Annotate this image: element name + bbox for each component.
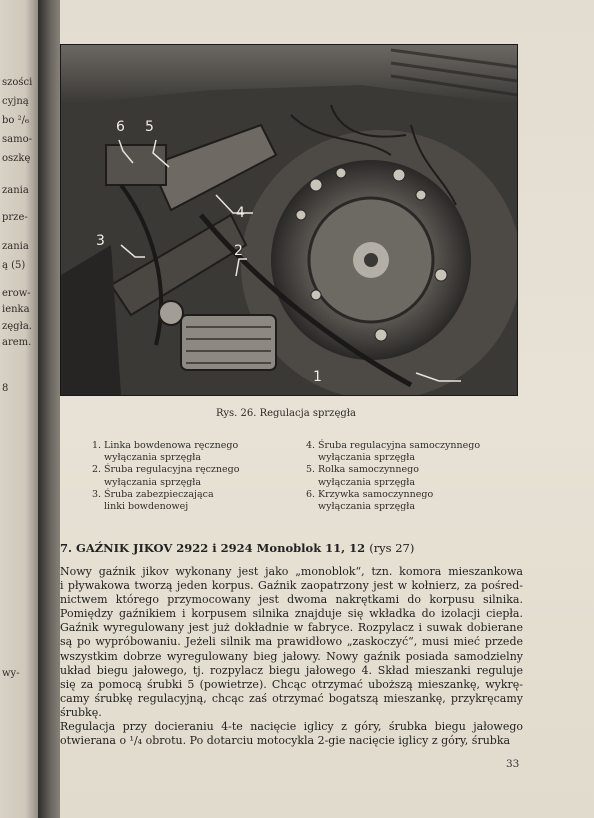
legend-item-text: wyłączania sprzęgła <box>318 452 416 464</box>
margin-fragment: szości <box>2 77 33 88</box>
callout-5: 5 <box>145 119 154 135</box>
legend-item-number: 4. <box>306 440 316 451</box>
body-text-line: śrubkę. <box>60 705 102 719</box>
body-text-line: camy śrubkę regulacyjną, chcąc zaś otrzymać bogatszą mieszankę, przykręcamy <box>60 691 523 705</box>
legend-item-text: Krzywka samoczynnego <box>318 488 434 500</box>
legend-item <box>306 452 480 464</box>
callout-6: 6 <box>116 119 125 135</box>
margin-fragment: 8 <box>2 383 9 394</box>
page-number: 33 <box>506 758 520 770</box>
legend-item-number <box>306 452 318 464</box>
legend-item-text: Rolka samoczynnego <box>318 464 419 476</box>
engine-photo-illustration <box>61 45 517 395</box>
legend-item-number <box>92 477 104 489</box>
figure-legend-right <box>306 440 480 513</box>
body-text-line: się za pomocą śrubki 5 (powietrze). Chcąc otrzymać uboższą mieszankę, wykrę- <box>60 677 523 691</box>
margin-fragment: samo- <box>2 134 32 145</box>
body-text-line: są po wypróbowaniu. Jeżeli silnik ma prawidłowo „zaskoczyć“, musi mieć przede <box>60 635 523 649</box>
legend-item-number: 3. <box>92 488 102 500</box>
callout-3: 3 <box>96 233 105 249</box>
body-text-line: Regulacja przy docieraniu 4-te nacięcie iglicy z góry, śrubka biegu jałowego <box>60 720 523 734</box>
legend-item-number: 1. <box>92 440 102 451</box>
body-text-line: Gaźnik wyregulowany jest już dokładnie w fabryce. Rozpylacz i suwak dobierane <box>60 621 523 635</box>
section-body-text <box>60 565 523 748</box>
legend-item-number <box>306 477 318 489</box>
body-text-line: wszystkim dobrze wyregulowany bieg jałowy. Nowy gaźnik posiada samodzielny <box>60 649 523 663</box>
figure-caption: Rys. 26. Regulacja sprzęgła <box>216 408 356 419</box>
legend-item <box>92 501 239 513</box>
margin-fragment: arem. <box>2 337 32 348</box>
margin-fragment: ą (5) <box>2 260 26 271</box>
section-heading-text: 7. GAŹNIK JIKOV 2922 i 2924 Monoblok 11, 12 <box>60 541 366 555</box>
legend-item <box>92 489 239 501</box>
legend-item <box>306 501 480 513</box>
margin-fragment: zania <box>2 241 29 252</box>
legend-item <box>92 440 239 452</box>
margin-fragment: bo ²/₆ <box>2 115 29 126</box>
legend-item-text: Śruba zabezpieczająca <box>104 488 214 500</box>
body-text-line: otwierana o ¹/₄ obrotu. Po dotarciu motocykla 2-gie nacięcie iglicy z góry, śrubka <box>60 734 511 748</box>
legend-item-text: Śruba regulacyjna ręcznego <box>104 464 240 476</box>
legend-item-text: Śruba regulacyjna samoczynnego <box>318 440 481 451</box>
legend-item-number: 2. <box>92 464 102 476</box>
legend-item <box>306 440 480 452</box>
legend-item <box>306 489 480 501</box>
legend-item-number <box>92 501 104 513</box>
callout-2: 2 <box>234 243 243 259</box>
legend-item <box>92 452 239 464</box>
legend-item-text: wyłączania sprzęgła <box>318 476 416 488</box>
section-heading <box>60 541 414 555</box>
clutch-adjustment-photo <box>60 44 518 396</box>
margin-fragment: zęgła. <box>2 321 32 332</box>
margin-fragment: ienka <box>2 304 30 315</box>
legend-item <box>92 464 239 476</box>
legend-item-text: linki bowdenowej <box>104 501 189 513</box>
margin-fragment: wy- <box>2 668 20 679</box>
legend-item-text: wyłączania sprzęgła <box>318 501 416 513</box>
legend-item <box>92 477 239 489</box>
margin-fragment: oszkę <box>2 153 31 164</box>
legend-item-text: Linka bowdenowa ręcznego <box>104 440 239 451</box>
margin-fragment: zania <box>2 185 29 196</box>
legend-item-number <box>92 452 104 464</box>
body-text-line: i pływakowa tworzą jeden korpus. Gaźnik zaopatrzony jest w kołnierz, za pośred- <box>60 579 523 593</box>
callout-1: 1 <box>313 369 322 385</box>
body-text-line: nictwem którego przymocowany jest dwoma nakrętkami do korpusu silnika. <box>60 593 523 607</box>
section-heading-figure-ref: (rys 27) <box>369 541 415 555</box>
legend-item <box>306 477 480 489</box>
legend-item-text: wyłączania sprzęgła <box>104 476 202 488</box>
body-text-line: Pomiędzy gaźnikiem i korpusem silnika znajduje się wkładka do izolacji ciepła. <box>60 607 523 621</box>
margin-fragment: erow- <box>2 288 31 299</box>
body-text-line: Nowy gaźnik jikov wykonany jest jako „monoblok“, tzn. komora mieszankowa <box>60 565 523 578</box>
margin-fragment: prze- <box>2 212 28 223</box>
callout-4: 4 <box>236 205 245 221</box>
body-text-line: układ biegu jałowego, tj. rozpylacz biegu jałowego 4. Skład mieszanki reguluje <box>60 663 523 677</box>
legend-item <box>306 464 480 476</box>
legend-item-number: 6. <box>306 488 316 500</box>
legend-item-number: 5. <box>306 464 316 476</box>
legend-item-text: wyłączania sprzęgła <box>104 452 202 464</box>
margin-fragment: cyjną <box>2 96 29 107</box>
legend-item-number <box>306 501 318 513</box>
figure-legend-left <box>92 440 239 513</box>
